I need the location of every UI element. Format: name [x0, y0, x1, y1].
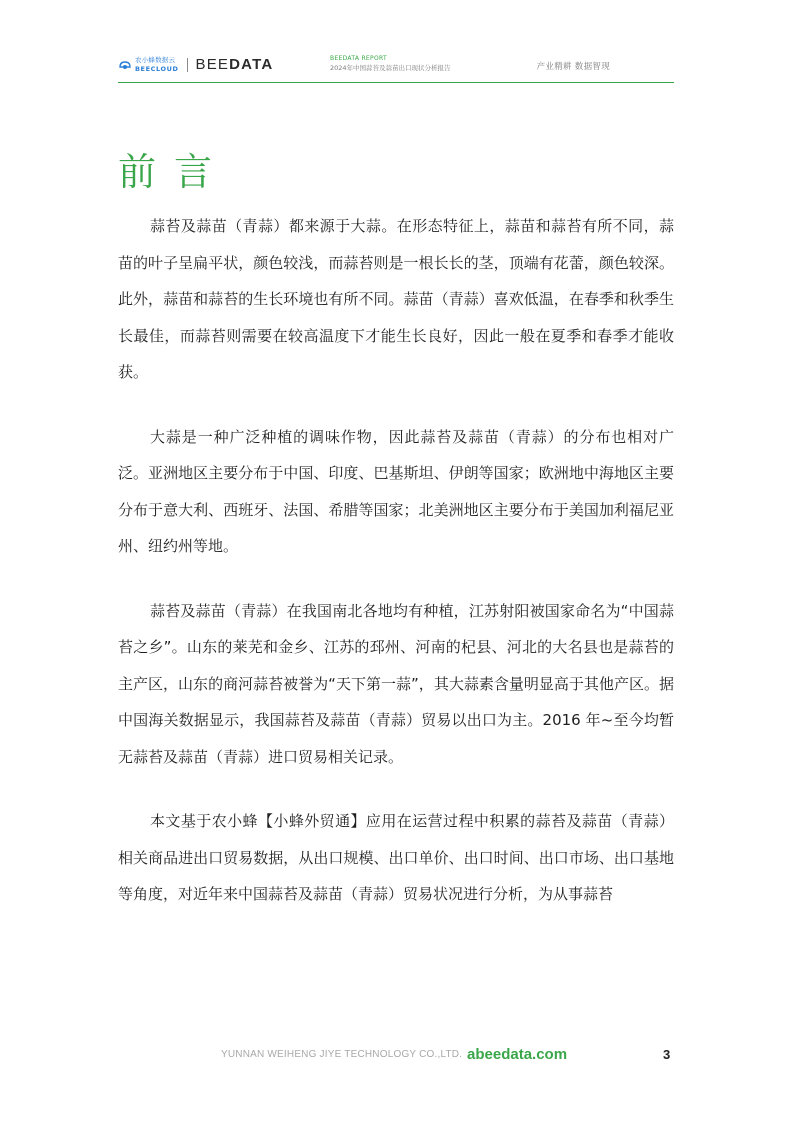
- header-divider: [118, 82, 674, 83]
- page-header: [118, 54, 674, 82]
- paragraph-4: 本文基于农小蜂【小蜂外贸通】应用在运营过程中积累的蒜苔及蒜苗（青蒜）相关商品进出口贸易数据，从出口规模、出口单价、出口时间、出口市场、出口基地等角度，对近年来中国蒜苔及蒜苗（青蒜）贸易状况进行分析，为从事蒜苔: [118, 812, 674, 903]
- page-footer: [0, 1046, 793, 1066]
- report-heading: [330, 56, 451, 72]
- brand-cn-name: 农小蜂数据云: [135, 56, 176, 64]
- beecloud-logo-icon: [118, 58, 132, 72]
- footer-website-link[interactable]: abeedata.com: [467, 1046, 568, 1063]
- brand-en-name: BEECLOUD: [135, 64, 179, 73]
- header-slogan: 产业精耕 数据智现: [536, 62, 610, 72]
- document-body: [118, 208, 674, 941]
- report-title: BEEDATA REPORT: [330, 55, 387, 62]
- paragraph-3: 蒜苔及蒜苗（青蒜）在我国南北各地均有种植，江苏射阳被国家命名为“中国蒜苔之乡”。山东的莱芜和金乡、江苏的邳州、河南的杞县、河北的大名县也是蒜苔的主产区，山东的商河蒜苔被誉为“天下第一蒜”，其大蒜素含量明显高于其他产区。据中国海关数据显示，我国蒜苔及蒜苗（青蒜）贸易以出口为主。2016 年~至今均暂无蒜苔及蒜苗（青蒜）进口贸易相关记录。: [118, 601, 674, 766]
- brand-divider: [187, 58, 188, 72]
- paragraph-2: 大蒜是一种广泛种植的调味作物，因此蒜苔及蒜苗（青蒜）的分布也相对广泛。亚洲地区主要分布于中国、印度、巴基斯坦、伊朗等国家；欧洲地中海地区主要分布于意大利、西班牙、法国、希腊等国家；北美洲地区主要分布于美国加利福尼亚州、纽约州等地。: [118, 427, 674, 555]
- footer-company: YUNNAN WEIHENG JIYE TECHNOLOGY CO.,LTD.: [221, 1049, 463, 1060]
- paragraph-1: 蒜苔及蒜苗（青蒜）都来源于大蒜。在形态特征上，蒜苗和蒜苔有所不同，蒜苗的叶子呈扁平状，颜色较浅，而蒜苔则是一根长长的茎，顶端有花蕾，颜色较深。此外，蒜苗和蒜苔的生长环境也有所不同。蒜苗（青蒜）喜欢低温，在春季和秋季生长最佳，而蒜苔则需要在较高温度下才能生长良好，因此一般在夏季和春季才能收获。: [118, 217, 674, 381]
- report-subtitle: 2024年中国蒜苔及蒜苗出口现状分析报告: [330, 64, 451, 72]
- page-number: 3: [663, 1047, 671, 1062]
- brand-logo: [118, 56, 273, 73]
- beedata-wordmark: BEEDATA: [195, 56, 274, 73]
- page-title: 前言: [118, 150, 231, 195]
